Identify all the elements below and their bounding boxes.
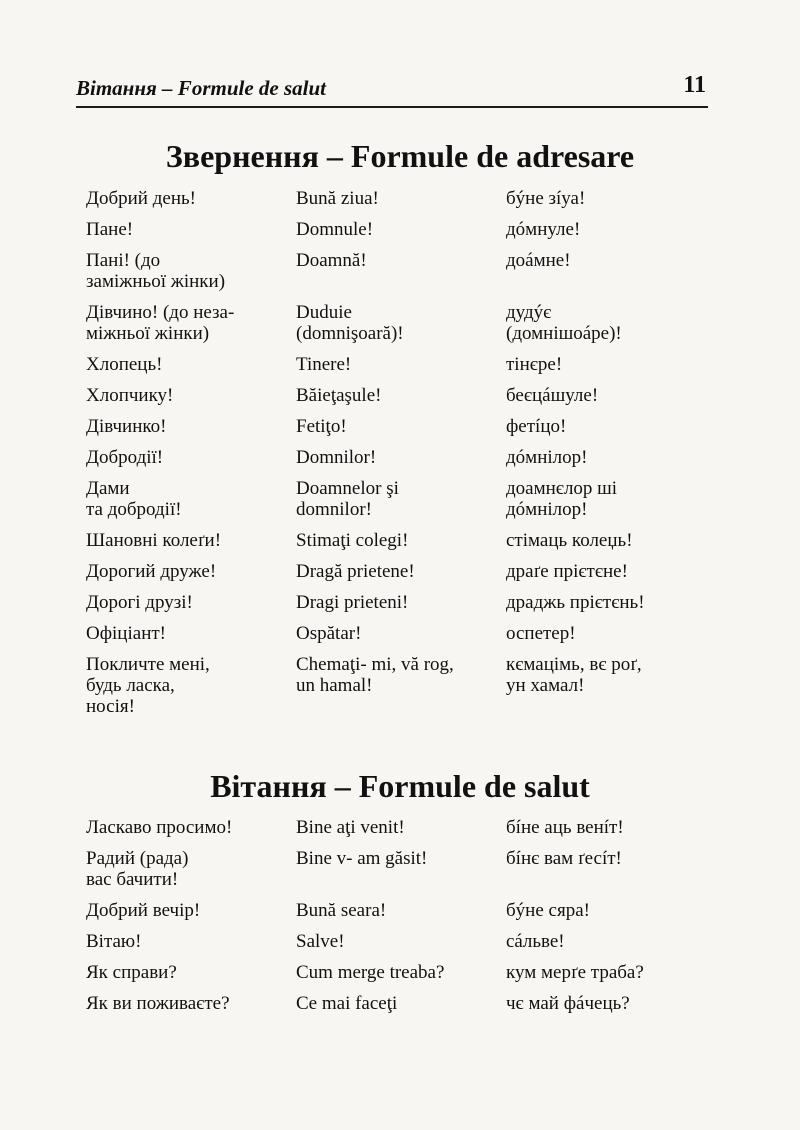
transcription: драґе прієтєне! bbox=[506, 561, 628, 582]
romanian-phrase: Bine aţi venit! bbox=[296, 817, 405, 838]
section-title-greetings: Вітання – Formule de salut bbox=[210, 768, 590, 804]
ukrainian-phrase: Як ви поживаєте? bbox=[86, 993, 230, 1014]
transcription: дóмнуле! bbox=[506, 219, 581, 240]
romanian-phrase: Cum merge treaba? bbox=[296, 962, 445, 983]
phrase-row bbox=[86, 385, 706, 406]
romanian-phrase: Dragi prieteni! bbox=[296, 592, 409, 613]
phrase-table-greetings bbox=[86, 817, 706, 1024]
transcription: дóмнілор! bbox=[506, 447, 588, 468]
phrase-row bbox=[86, 817, 706, 838]
romanian-phrase: Stimaţi colegi! bbox=[296, 530, 409, 551]
romanian-phrase: Domnilor! bbox=[296, 447, 377, 468]
ukrainian-phrase: Пане! bbox=[86, 219, 134, 240]
ukrainian-phrase: Добрий вечір! bbox=[86, 900, 201, 921]
transcription: кум мерґе траба? bbox=[506, 962, 644, 983]
phrase-row bbox=[86, 993, 706, 1014]
phrase-row bbox=[86, 354, 706, 375]
ukrainian-phrase: Хлопець! bbox=[86, 354, 163, 375]
ukrainian-phrase: Хлопчику! bbox=[86, 385, 174, 406]
phrase-row bbox=[86, 623, 706, 644]
ukrainian-phrase: Дівчинко! bbox=[86, 416, 167, 437]
romanian-phrase: Doamnă! bbox=[296, 250, 367, 271]
romanian-phrase: Ospătar! bbox=[296, 623, 362, 644]
transcription: доáмне! bbox=[506, 250, 571, 271]
phrase-row bbox=[86, 416, 706, 437]
phrase-row bbox=[86, 900, 706, 921]
phrase-row bbox=[86, 962, 706, 983]
phrase-row bbox=[86, 931, 706, 952]
romanian-phrase: Băieţaşule! bbox=[296, 385, 382, 406]
ukrainian-phrase: Пані! (до заміжньої жінки) bbox=[86, 250, 226, 292]
romanian-phrase: Dragă prietene! bbox=[296, 561, 415, 582]
phrase-row bbox=[86, 188, 706, 209]
phrase-row bbox=[86, 219, 706, 240]
transcription: сáльве! bbox=[506, 931, 565, 952]
transcription: драджь прієтєнь! bbox=[506, 592, 645, 613]
phrase-row bbox=[86, 848, 706, 890]
romanian-phrase: Duduie (domnişoară)! bbox=[296, 302, 404, 344]
phrase-row bbox=[86, 302, 706, 344]
transcription: чє май фáчець? bbox=[506, 993, 630, 1014]
transcription: дудýє (домнішоáре)! bbox=[506, 302, 622, 344]
section-title-addressing: Звернення – Formule de adresare bbox=[165, 138, 635, 174]
phrase-row bbox=[86, 447, 706, 468]
phrase-row bbox=[86, 530, 706, 551]
phrase-row bbox=[86, 592, 706, 613]
ukrainian-phrase: Добродії! bbox=[86, 447, 164, 468]
ukrainian-phrase: Дорогий друже! bbox=[86, 561, 217, 582]
transcription: стімаць колеџь! bbox=[506, 530, 633, 551]
romanian-phrase: Bună seara! bbox=[296, 900, 387, 921]
phrase-row bbox=[86, 478, 706, 520]
ukrainian-phrase: Офіціант! bbox=[86, 623, 166, 644]
romanian-phrase: Salve! bbox=[296, 931, 345, 952]
ukrainian-phrase: Шановні колеґи! bbox=[86, 530, 222, 551]
ukrainian-phrase: Дами та добродії! bbox=[86, 478, 182, 520]
ukrainian-phrase: Як справи? bbox=[86, 962, 177, 983]
ukrainian-phrase: Вітаю! bbox=[86, 931, 142, 952]
romanian-phrase: Doamnelor şi domnilor! bbox=[296, 478, 399, 520]
romanian-phrase: Bine v- am găsit! bbox=[296, 848, 428, 869]
ukrainian-phrase: Покличте мені, будь ласка, носія! bbox=[86, 654, 210, 717]
ukrainian-phrase: Ласкаво просимо! bbox=[86, 817, 233, 838]
transcription: бíне аць венíт! bbox=[506, 817, 624, 838]
transcription: бýне зíуа! bbox=[506, 188, 586, 209]
transcription: бýне сяра! bbox=[506, 900, 590, 921]
transcription: бíнє вам ґесíт! bbox=[506, 848, 622, 869]
phrase-table-addressing bbox=[86, 188, 706, 727]
phrase-row bbox=[86, 561, 706, 582]
transcription: фетíцо! bbox=[506, 416, 567, 437]
romanian-phrase: Bună ziua! bbox=[296, 188, 379, 209]
transcription: оспетер! bbox=[506, 623, 576, 644]
romanian-phrase: Fetiţo! bbox=[296, 416, 347, 437]
phrase-row bbox=[86, 250, 706, 292]
romanian-phrase: Chemaţi- mi, vă rog, un hamal! bbox=[296, 654, 454, 696]
ukrainian-phrase: Добрий день! bbox=[86, 188, 196, 209]
ukrainian-phrase: Дорогі друзі! bbox=[86, 592, 193, 613]
ukrainian-phrase: Радий (рада) вас бачити! bbox=[86, 848, 189, 890]
romanian-phrase: Tinere! bbox=[296, 354, 352, 375]
romanian-phrase: Ce mai faceţi bbox=[296, 993, 398, 1014]
transcription: кємацімь, вє роґ, ун хамал! bbox=[506, 654, 642, 696]
romanian-phrase: Domnule! bbox=[296, 219, 374, 240]
transcription: беєцáшуле! bbox=[506, 385, 599, 406]
page-header bbox=[76, 70, 708, 108]
transcription: доамнєлор ші дóмнілор! bbox=[506, 478, 618, 520]
phrase-row bbox=[86, 654, 706, 717]
transcription: тінєре! bbox=[506, 354, 563, 375]
page-number: 11 bbox=[683, 72, 706, 98]
running-title: Вітання – Formule de salut bbox=[76, 76, 327, 100]
ukrainian-phrase: Дівчино! (до неза- міжньої жінки) bbox=[86, 302, 235, 344]
